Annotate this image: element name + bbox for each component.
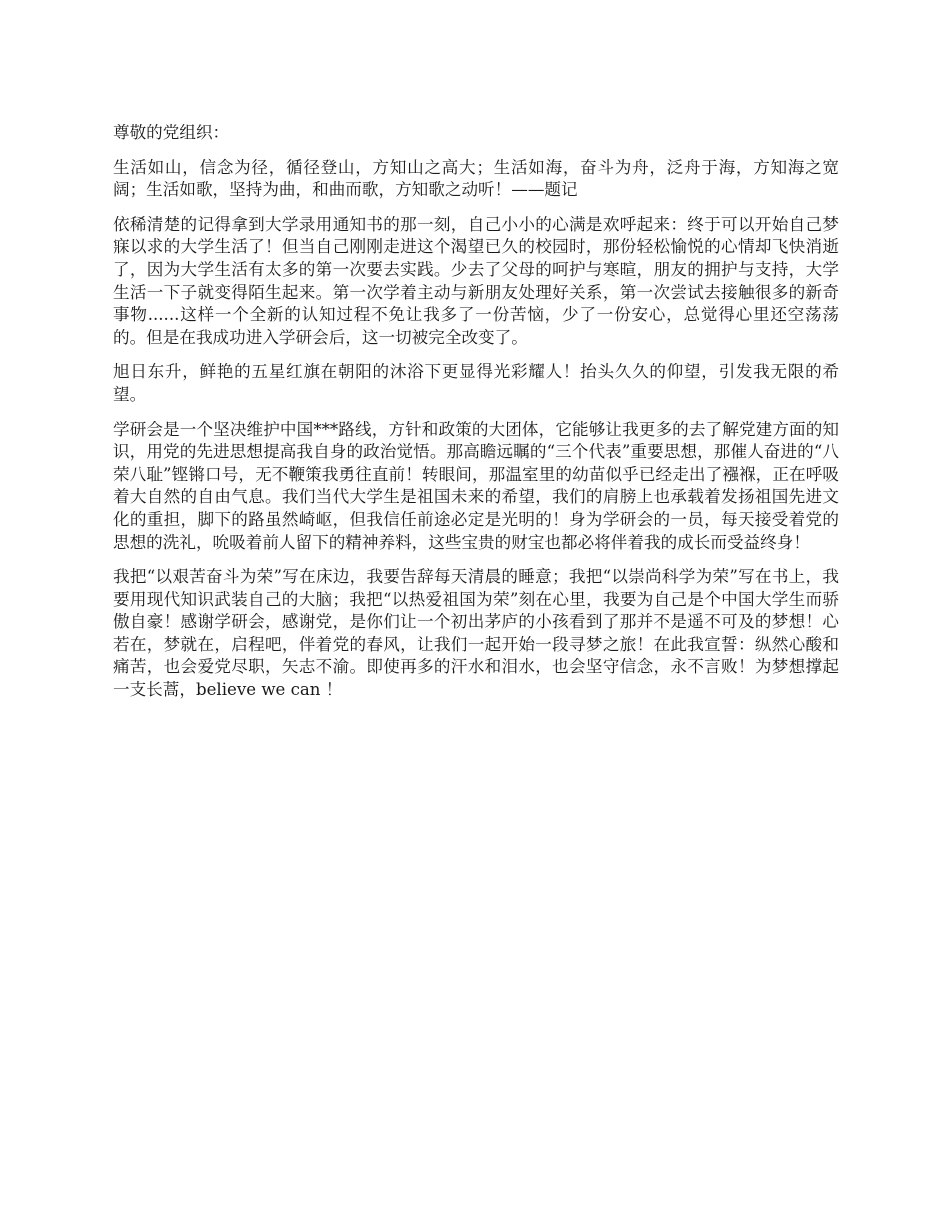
epigraph-paragraph: 生活如山，信念为径，循径登山，方知山之高大；生活如海，奋斗为舟，泛舟于海，方知海之宽阔；生活如歌，坚持为曲，和曲而歌，方知歌之动听！——题记 bbox=[113, 157, 839, 200]
body-paragraph: 学研会是一个坚决维护中国***路线，方针和政策的大团体，它能够让我更多的去了解党建方面的知识，用党的先进思想提高我自身的政治觉悟。那高瞻远瞩的“三个代表”重要思想，那催人奋进的“八荣八耻”铿锵口号，无不鞭策我勇往直前！转眼间，那温室里的幼苗似乎已经走出了襁褓，正在呼吸着大自然的自由气息。我们当代大学生是祖国未来的希望，我们的肩膀上也承载着发扬祖国先进文化的重担，脚下的路虽然崎岖，但我信任前途必定是光明的！身为学研会的一员，每天接受着党的思想的洗礼，吮吸着前人留下的精神养料，这些宝贵的财宝也都必将伴着我的成长而受益终身！ bbox=[113, 419, 839, 552]
body-paragraph: 我把“以艰苦奋斗为荣”写在床边，我要告辞每天清晨的睡意；我把“以崇尚科学为荣”写在书上，我要用现代知识武装自己的大脑；我把“以热爱祖国为荣”刻在心里，我要为自己是个中国大学生而骄傲自豪！感谢学研会，感谢党，是你们让一个初出茅庐的小孩看到了那并不是遥不可及的梦想！心若在，梦就在，启程吧，伴着党的春风，让我们一起开始一段寻梦之旅！在此我宣誓：纵然心酸和痛苦，也会爱党尽职，矢志不渝。即使再多的汗水和泪水，也会坚守信念，永不言败！为梦想撑起一支长蒿，believe we can ！ bbox=[113, 567, 839, 700]
salutation: 尊敬的党组织： bbox=[113, 123, 230, 142]
body-paragraph: 依稀清楚的记得拿到大学录用通知书的那一刻，自己小小的心满是欢呼起来：终于可以开始自己梦寐以求的大学生活了！但当自己刚刚走进这个渴望已久的校园时，那份轻松愉悦的心情却飞快消逝了，因为大学生活有太多的第一次要去实践。少去了父母的呵护与寒暄，朋友的拥护与支持，大学生活一下子就变得陌生起来。第一次学着主动与新朋友处理好关系，第一次尝试去接触很多的新奇事物......这样一个全新的认知过程不免让我多了一份苦恼，少了一份安心，总觉得心里还空荡荡的。但是在我成功进入学研会后，这一切被完全改变了。 bbox=[113, 214, 839, 347]
body-paragraph: 旭日东升，鲜艳的五星红旗在朝阳的沐浴下更显得光彩耀人！抬头久久的仰望，引发我无限的希望。 bbox=[113, 362, 839, 404]
document-body bbox=[113, 122, 839, 714]
